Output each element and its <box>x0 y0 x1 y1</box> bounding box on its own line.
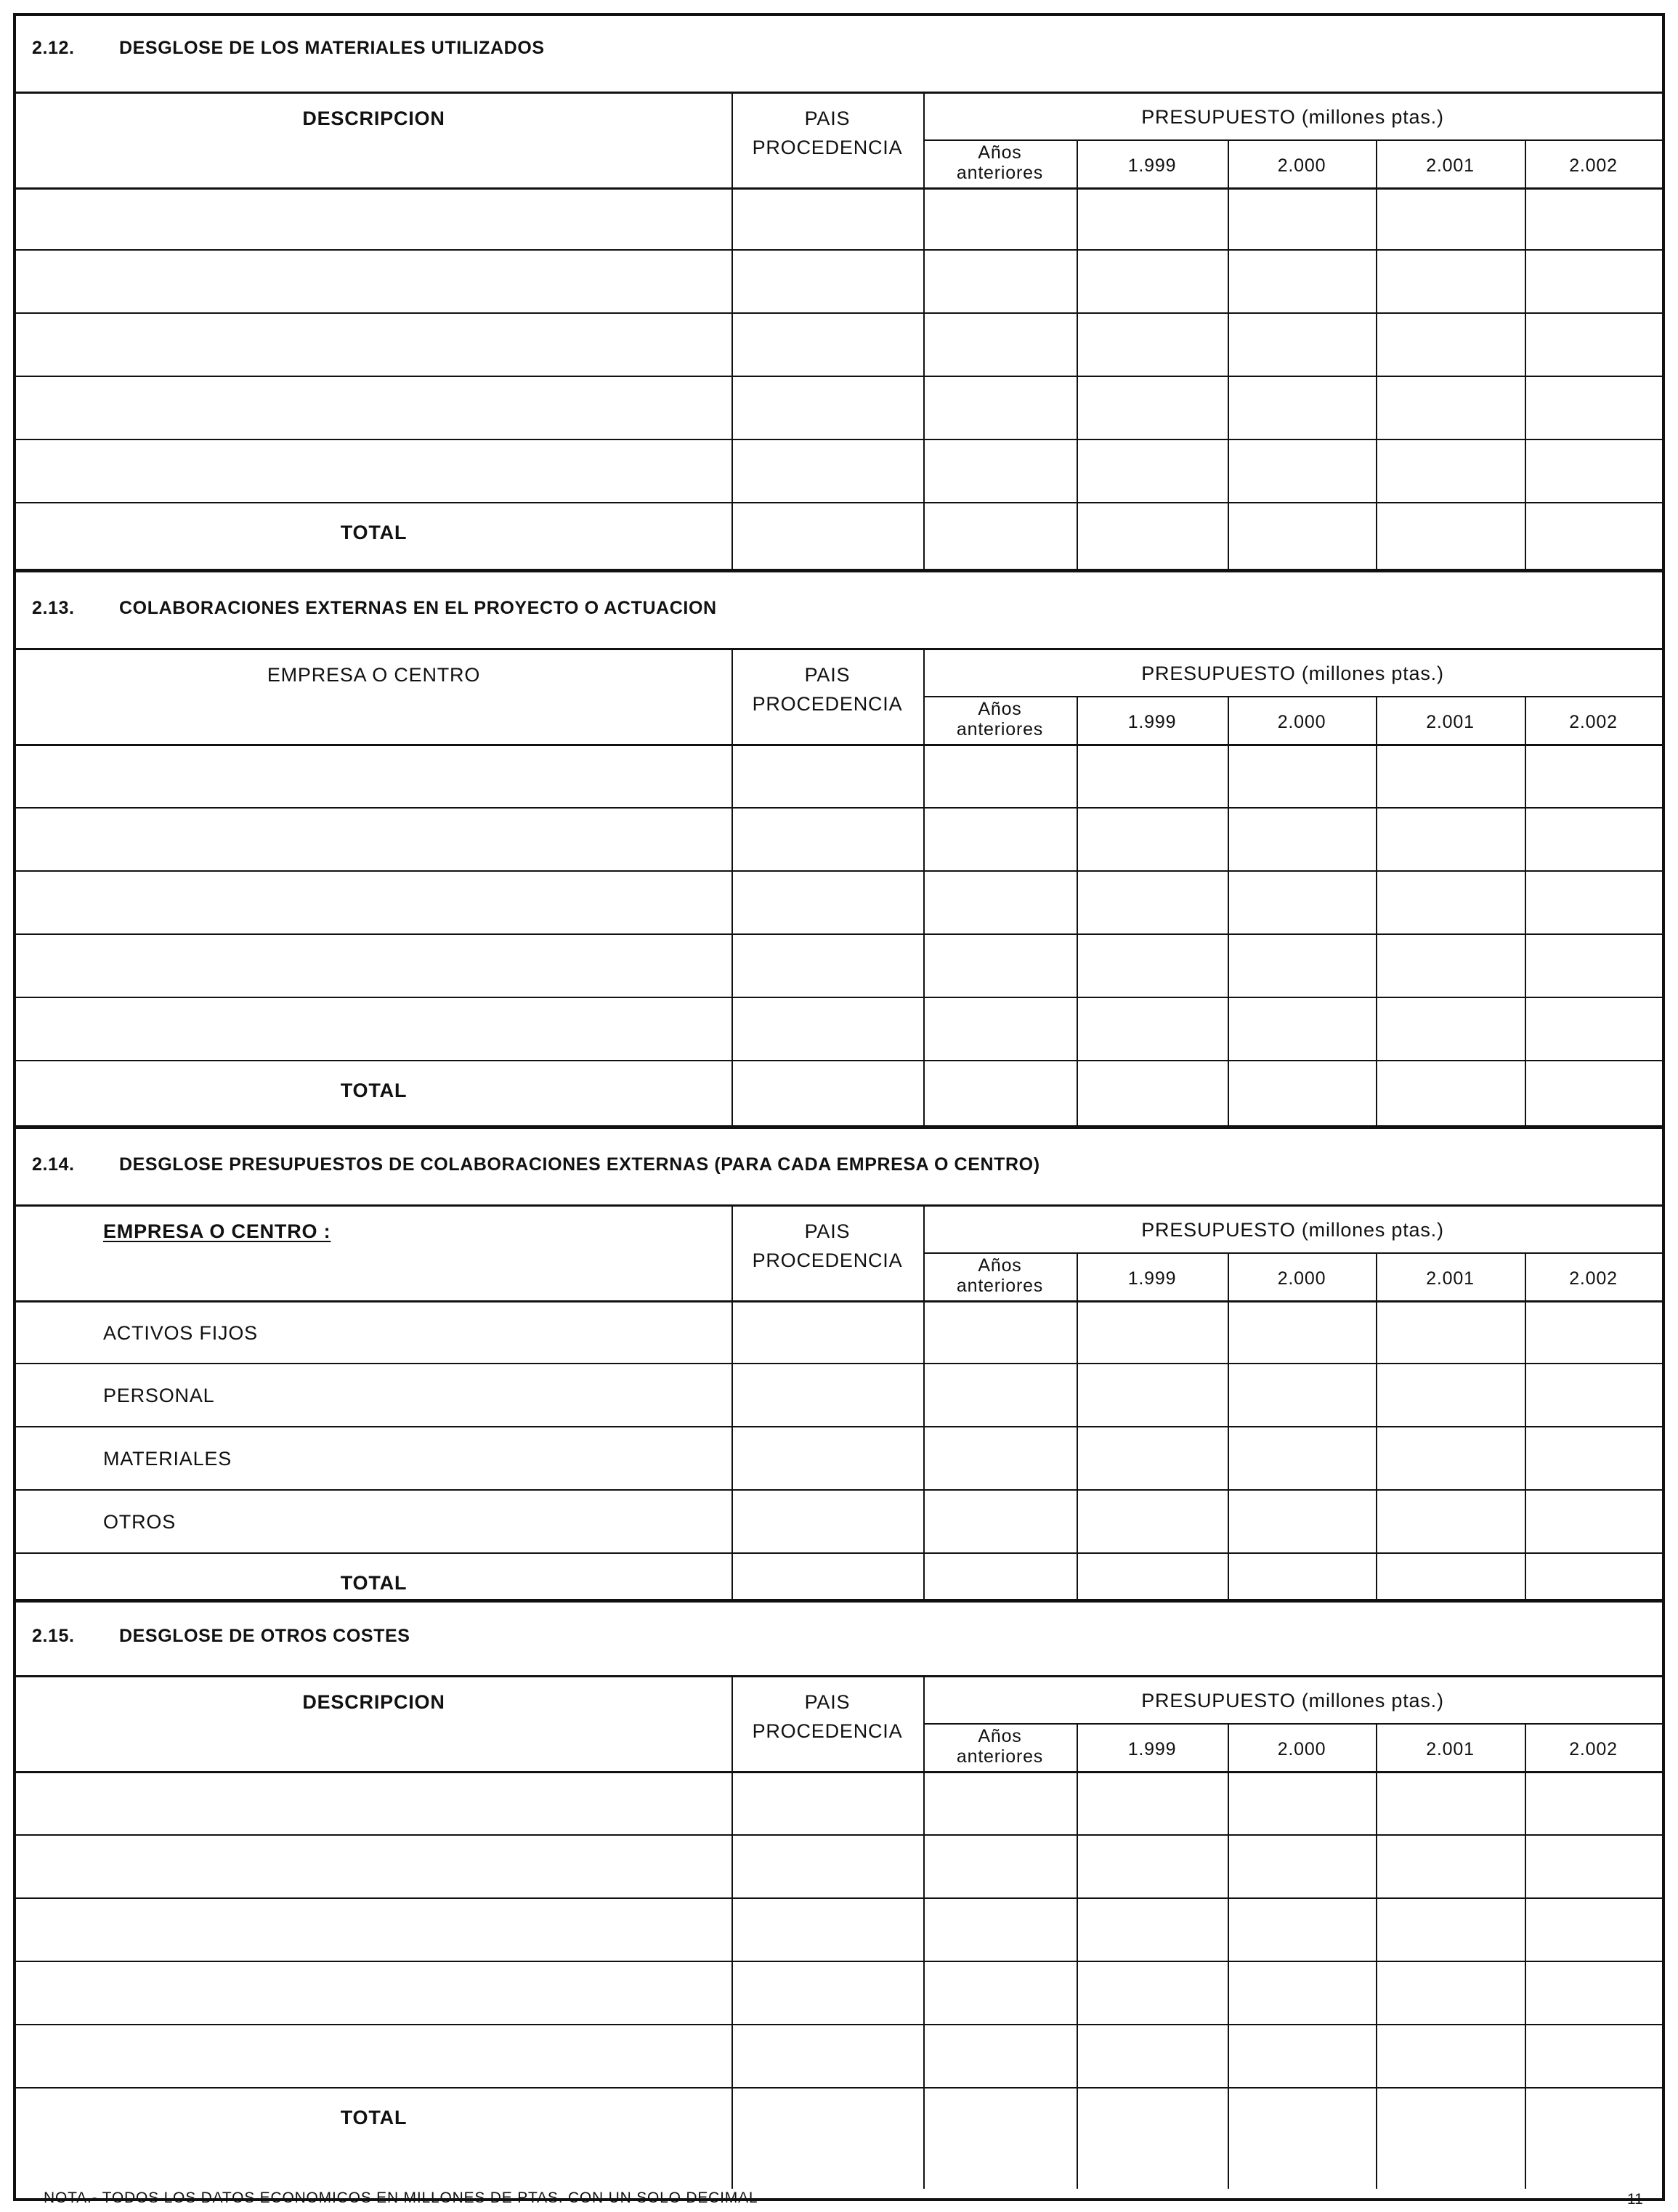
presupuesto-header: PRESUPUESTO (millones ptas.) <box>1141 1219 1444 1241</box>
anteriores-header: anteriores <box>956 719 1044 740</box>
section-title <box>32 1626 410 1647</box>
section-title <box>32 598 717 619</box>
year-header: 1.999 <box>1127 1268 1177 1289</box>
grid-line <box>923 696 1662 697</box>
table-row[interactable] <box>16 1489 1662 1552</box>
section-2-13 <box>16 569 1662 1125</box>
presupuesto-header: PRESUPUESTO (millones ptas.) <box>1141 663 1444 684</box>
first-column-header: DESCRIPCION <box>302 1691 445 1713</box>
grid-line <box>16 1552 1662 1554</box>
anos-header: Años <box>978 142 1022 163</box>
total-label: TOTAL <box>340 522 408 543</box>
year-header: 1.999 <box>1127 155 1177 176</box>
grid-line <box>16 648 1662 650</box>
year-header: 2.000 <box>1277 1268 1326 1289</box>
table-row[interactable] <box>16 2024 1662 2087</box>
row-label: MATERIALES <box>103 1448 232 1470</box>
pais-header: PAIS <box>804 1220 851 1242</box>
section-number: 2.13. <box>32 598 75 618</box>
grid-line <box>923 1252 1662 1254</box>
section-title-text: DESGLOSE DE LOS MATERIALES UTILIZADOS <box>119 38 545 58</box>
anteriores-header: anteriores <box>956 163 1044 183</box>
presupuesto-header: PRESUPUESTO (millones ptas.) <box>1141 1690 1444 1711</box>
year-header: 2.001 <box>1426 1268 1475 1289</box>
table-row[interactable] <box>16 744 1662 807</box>
section-number: 2.12. <box>32 38 75 58</box>
section-title-text: DESGLOSE PRESUPUESTOS DE COLABORACIONES EXTERNAS (PARA CADA EMPRESA O CENTRO) <box>119 1154 1040 1175</box>
table-row[interactable] <box>16 439 1662 502</box>
table-row[interactable] <box>16 1363 1662 1426</box>
section-number: 2.15. <box>32 1626 75 1646</box>
table-row[interactable] <box>16 1771 1662 1834</box>
table-row[interactable] <box>16 1300 1662 1363</box>
grid-line <box>16 2087 1662 2089</box>
section-2-15 <box>16 1599 1662 2185</box>
page-number: 11 <box>1627 2191 1643 2208</box>
procedencia-header: PROCEDENCIA <box>752 1249 903 1271</box>
table-row[interactable] <box>16 376 1662 439</box>
section-title <box>32 38 545 59</box>
row-label: ACTIVOS FIJOS <box>103 1322 258 1344</box>
budget-form <box>13 13 1665 2201</box>
table-row[interactable] <box>16 187 1662 249</box>
procedencia-header: PROCEDENCIA <box>752 1720 903 1742</box>
procedencia-header: PROCEDENCIA <box>752 137 903 158</box>
section-title-text: COLABORACIONES EXTERNAS EN EL PROYECTO O ACTUACION <box>119 598 717 618</box>
anteriores-header: anteriores <box>956 1276 1044 1296</box>
first-column-header: EMPRESA O CENTRO : <box>103 1220 331 1242</box>
year-header: 2.001 <box>1426 712 1475 732</box>
section-2-12 <box>16 16 1662 569</box>
table-row[interactable] <box>16 312 1662 376</box>
grid-line <box>16 1675 1662 1677</box>
presupuesto-header: PRESUPUESTO (millones ptas.) <box>1141 106 1444 128</box>
total-label: TOTAL <box>340 1079 408 1101</box>
table-row[interactable] <box>16 1426 1662 1489</box>
year-header: 1.999 <box>1127 712 1177 732</box>
table-row[interactable] <box>16 249 1662 312</box>
row-label: PERSONAL <box>103 1385 215 1406</box>
table-row[interactable] <box>16 807 1662 870</box>
grid-line <box>16 92 1662 94</box>
table-row[interactable] <box>16 997 1662 1060</box>
procedencia-header: PROCEDENCIA <box>752 693 903 715</box>
pais-header: PAIS <box>804 1691 851 1713</box>
grid-line <box>16 502 1662 503</box>
grid-line <box>923 1723 1662 1725</box>
anos-header: Años <box>978 1726 1022 1746</box>
year-header: 2.000 <box>1277 712 1326 732</box>
year-header: 2.002 <box>1569 1739 1618 1759</box>
year-header: 1.999 <box>1127 1739 1177 1759</box>
table-row[interactable] <box>16 1834 1662 1897</box>
grid-line <box>16 1204 1662 1207</box>
row-label: OTROS <box>103 1511 177 1533</box>
table-row[interactable] <box>16 933 1662 997</box>
first-column-header: DESCRIPCION <box>302 108 445 129</box>
table-row[interactable] <box>16 870 1662 933</box>
section-title-text: DESGLOSE DE OTROS COSTES <box>119 1626 410 1646</box>
pais-header: PAIS <box>804 664 851 686</box>
footer-note: NOTA.- TODOS LOS DATOS ECONOMICOS EN MILLONES DE PTAS. CON UN SOLO DECIMAL <box>44 2189 758 2206</box>
pais-header: PAIS <box>804 108 851 129</box>
year-header: 2.001 <box>1426 1739 1475 1759</box>
anos-header: Años <box>978 699 1022 719</box>
year-header: 2.000 <box>1277 155 1326 176</box>
year-header: 2.001 <box>1426 155 1475 176</box>
anteriores-header: anteriores <box>956 1746 1044 1767</box>
total-label: TOTAL <box>340 1572 408 1594</box>
table-row[interactable] <box>16 1961 1662 2024</box>
grid-line <box>16 1060 1662 1061</box>
anos-header: Años <box>978 1255 1022 1276</box>
year-header: 2.002 <box>1569 155 1618 176</box>
year-header: 2.002 <box>1569 1268 1618 1289</box>
section-number: 2.14. <box>32 1154 75 1175</box>
first-column-header: EMPRESA O CENTRO <box>267 664 481 686</box>
table-row[interactable] <box>16 1897 1662 1961</box>
year-header: 2.000 <box>1277 1739 1326 1759</box>
grid-line <box>923 139 1662 141</box>
total-label: TOTAL <box>340 2107 408 2128</box>
year-header: 2.002 <box>1569 712 1618 732</box>
section-2-14 <box>16 1125 1662 1599</box>
section-title <box>32 1154 1040 1175</box>
